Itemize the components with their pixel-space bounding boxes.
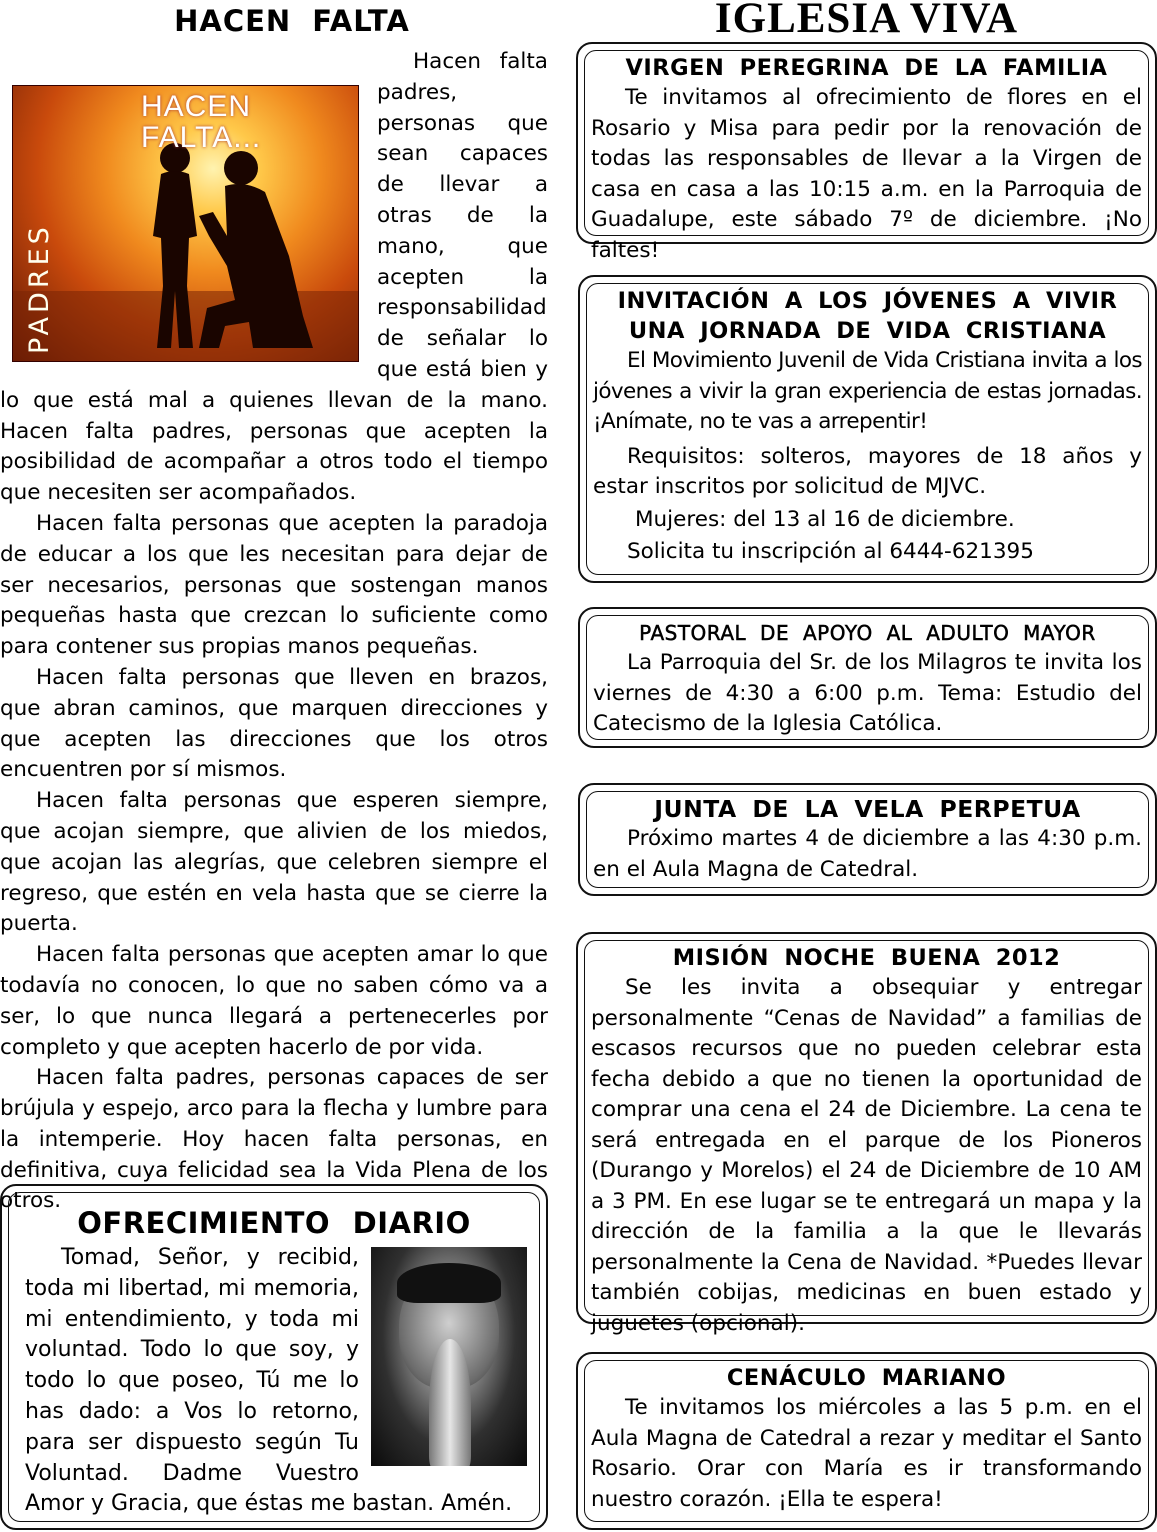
father-son-sunset-image — [12, 85, 359, 362]
photo-title: HACEN FALTA... — [141, 90, 262, 154]
notice-box-virgen-peregrina — [576, 42, 1157, 263]
notice-title: JUNTA DE LA VELA PERPETUA — [654, 795, 1081, 823]
article-paragraph: Hacen falta personas que acepten amar lo que todavía no conocen, lo que no saben cómo va a ser, lo que nunca llegará a pertenecerles por completo y que acepten hacerlo de por vida. — [0, 942, 548, 1060]
ofrecimiento-diario-box — [0, 1184, 548, 1530]
notice-text: La Parroquia del Sr. de los Milagros te invita los viernes de 4:30 a 6:00 p.m. Tema: Estudio del Catecismo de la Iglesia Católica. — [593, 650, 1142, 736]
notice-text: Te invitamos al ofrecimiento de flores en el Rosario y Misa para pedir por la renovación de todas las responsables de llevar a la Virgen de casa en casa a las 10:15 a.m. en la Parroquia de Guadalupe, este sábado 7º de diciembre. ¡No faltes! — [591, 85, 1142, 263]
notice-text: Requisitos: solteros, mayores de 18 años y estar inscritos por solicitud de MJVC. — [593, 443, 1142, 499]
notice-title: VIRGEN PEREGRINA DE LA FAMILIA — [625, 55, 1108, 81]
notice-box-cenaculo-mariano — [576, 1352, 1157, 1530]
article-paragraph: Hacen falta personas que esperen siempre, que acojan siempre, que alivien de los miedos, que acojan las alegrías, que celebren siempre el regreso, que estén en vela hasta que se cierre la puerta. — [0, 788, 548, 937]
notice-box-mision-noche-buena — [576, 932, 1157, 1336]
article-paragraph: Hacen falta personas que acepten la paradoja de educar a los que les necesitan para dejar de ser necesarios, personas que sostengan manos pequeñas hasta que crezcan lo suficiente como para contener sus propias manos pequeñas. — [0, 510, 548, 660]
notice-text: Se les invita a obsequiar y entregar personalmente “Cenas de Navidad” a familias de escasos recursos que no pueden celebrar esta fecha debido a que no tienen la oportunidad de comprar una cena el 24 de Diciembre. La cena te será entregada en el parque de los Pioneros (Durango y Morelos) el 24 de Diciembre de 10 AM a 3 PM. En ese lugar se te entregará un mapa y la dirección de la familia a la que le llevarás personalmente la Cena de Navidad. *Puedes llevar también cobijas, medicinas en buen estado y juguetes (opcional). — [591, 975, 1142, 1336]
notice-text: El Movimiento Juvenil de Vida Cristiana invita a los jóvenes a vivir la gran experiencia de estas jornadas. ¡Anímate, no te vas a arrepentir! — [593, 348, 1142, 434]
article-hacen-falta — [0, 47, 548, 1217]
section-heading-iglesia-viva: IGLESIA VIVA — [714, 0, 1019, 42]
notice-box-invitacion-jovenes — [578, 275, 1157, 583]
notice-text: Te invitamos los miércoles a las 5 p.m. en el Aula Magna de Catedral a rezar y meditar el Santo Rosario. Orar con María es ir transformando nuestro corazón. ¡Ella te espera! — [591, 1395, 1142, 1512]
praying-boy-image — [371, 1247, 527, 1466]
article-paragraph: Hacen falta padres, personas capaces de ser brújula y espejo, arco para la flecha y lumbre para la intemperie. Hoy hacen falta personas, en definitiva, cuya felicidad sea la Vida Plena de los otros. — [0, 1065, 548, 1214]
notice-title: PASTORAL DE APOYO AL ADULTO MAYOR — [639, 621, 1096, 645]
notice-text: Solicita tu inscripción al 6444-621395 — [627, 539, 1034, 564]
notice-text: Mujeres: del 13 al 16 de diciembre. — [635, 506, 1015, 532]
notice-title: MISIÓN NOCHE BUENA 2012 — [672, 945, 1061, 971]
photo-vertical-label: PADRES — [24, 223, 55, 354]
section-heading-hacen-falta: HACEN FALTA — [174, 4, 410, 38]
notice-box-vela-perpetua — [578, 783, 1157, 896]
article-paragraph: Hacen falta personas que lleven en brazos, que abran caminos, que marquen direcciones y que acepten las direcciones que los otros encuentren por sí mismos. — [0, 664, 548, 783]
notice-text: Próximo martes 4 de diciembre a las 4:30 p.m. en el Aula Magna de Catedral. — [593, 826, 1142, 882]
ofrecimiento-title: OFRECIMIENTO DIARIO — [77, 1206, 471, 1240]
left-column — [0, 0, 548, 1532]
notice-box-adulto-mayor — [578, 607, 1157, 748]
article-paragraph: Hacen falta padres, personas que sean capaces de llevar a otras de la mano, que acepten la responsabilidad de señalar lo que está bien y lo que está mal a quienes llevan de la mano. Hacen falta padres, personas que acepten la posibilidad de acompañar a otros todo el tiempo que necesiten ser acompañados. — [0, 49, 548, 506]
ofrecimiento-prayer-text: Tomad, Señor, y recibid, toda mi libertad, mi memoria, mi entendimiento, y toda mi voluntad. Todo lo que soy, y todo lo que poseo, Tú me lo has dado: a Vos lo retorno, para ser dispuesto según Tu Voluntad. Dadme Vuestro Amor y Gracia, que éstas me bastan. Amén. — [25, 1245, 513, 1517]
right-column — [576, 0, 1157, 1532]
notice-title: INVITACIÓN A LOS JÓVENES A VIVIR UNA JORNADA DE VIDA CRISTIANA — [617, 288, 1118, 344]
notice-title: CENÁCULO MARIANO — [726, 1365, 1007, 1391]
